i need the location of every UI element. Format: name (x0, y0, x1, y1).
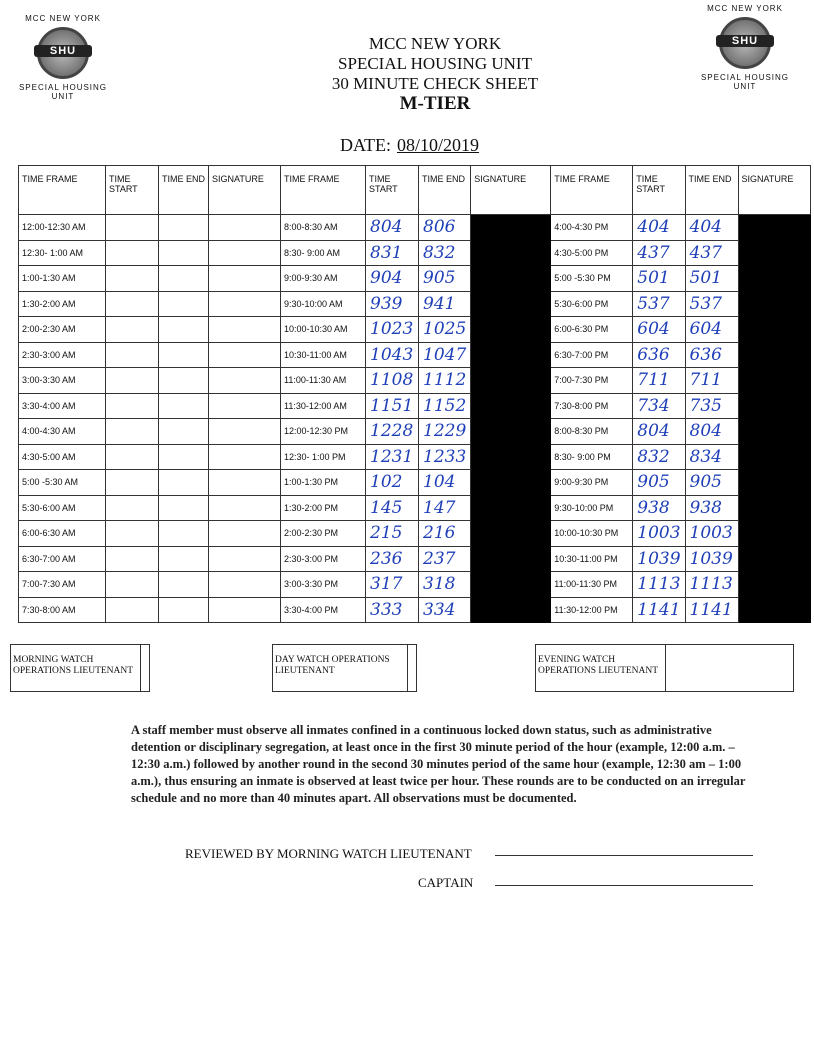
evening-time-frame: 4:30-5:00 PM (551, 240, 633, 266)
day-time-frame: 3:30-4:00 PM (281, 597, 366, 623)
evening-time-frame: 8:00-8:30 PM (551, 419, 633, 445)
evening-time-frame: 5:30-6:00 PM (551, 291, 633, 317)
morning-time-frame: 6:30-7:00 AM (19, 546, 106, 572)
evening-signature[interactable] (738, 368, 810, 394)
table-header-row (19, 166, 811, 215)
morning-time-end[interactable] (159, 521, 209, 547)
day-time-frame: 12:30- 1:00 PM (281, 444, 366, 470)
day-time-end[interactable]: 1233 (419, 444, 471, 470)
morning-time-frame: 6:00-6:30 AM (19, 521, 106, 547)
evening-time-frame: 7:30-8:00 PM (551, 393, 633, 419)
evening-time-frame: 10:00-10:30 PM (551, 521, 633, 547)
reviewed-signature-line[interactable] (495, 855, 753, 856)
evening-time-frame: 11:00-11:30 PM (551, 572, 633, 598)
evening-signature[interactable] (738, 572, 810, 598)
morning-signature[interactable] (209, 572, 281, 598)
evening-time-start[interactable]: 1003 (633, 521, 685, 547)
table-row (19, 444, 811, 470)
evening-time-end[interactable]: 711 (685, 368, 738, 394)
day-time-frame: 11:30-12:00 AM (281, 393, 366, 419)
day-time-start[interactable]: 1023 (366, 317, 419, 343)
evening-time-end[interactable]: 437 (685, 240, 738, 266)
captain-label: CAPTAIN (418, 875, 474, 890)
shu-logo-left (8, 14, 118, 101)
evening-time-start[interactable]: 1113 (633, 572, 685, 598)
tier-label: M-TIER (399, 93, 471, 114)
morning-time-start[interactable] (106, 521, 159, 547)
day-signature[interactable] (471, 317, 551, 343)
evening-time-start[interactable]: 711 (633, 368, 685, 394)
morning-time-end[interactable] (159, 291, 209, 317)
evening-signature[interactable] (738, 342, 810, 368)
title-line: MCC NEW YORK (368, 34, 502, 53)
evening-time-start[interactable]: 604 (633, 317, 685, 343)
day-signature[interactable] (471, 521, 551, 547)
morning-time-frame: 4:00-4:30 AM (19, 419, 106, 445)
evening-time-frame: 8:30- 9:00 PM (551, 444, 633, 470)
time-frame-header: TIME FRAME (19, 166, 106, 215)
day-time-end[interactable]: 1112 (419, 368, 471, 394)
day-time-frame: 9:30-10:00 AM (281, 291, 366, 317)
shu-logo-right (690, 4, 800, 91)
day-time-end[interactable]: 832 (419, 240, 471, 266)
morning-signature[interactable] (209, 342, 281, 368)
day-time-end[interactable]: 1152 (419, 393, 471, 419)
evening-time-frame: 5:00 -5:30 PM (551, 266, 633, 292)
signature-box[interactable] (407, 644, 417, 692)
morning-time-start[interactable] (106, 419, 159, 445)
morning-time-start[interactable] (106, 215, 159, 241)
table-row (19, 291, 811, 317)
time-start-header: TIME START (106, 166, 159, 215)
morning-time-frame: 3:00-3:30 AM (19, 368, 106, 394)
check-table (18, 165, 811, 623)
time-start-header: TIME START (366, 166, 419, 215)
day-signature[interactable] (471, 240, 551, 266)
evening-time-end[interactable]: 1039 (685, 546, 738, 572)
day-time-frame: 10:00-10:30 AM (281, 317, 366, 343)
morning-time-frame: 7:30-8:00 AM (19, 597, 106, 623)
seal-icon (37, 27, 89, 79)
evening-time-frame: 6:30-7:00 PM (551, 342, 633, 368)
evening-signature[interactable] (738, 419, 810, 445)
day-time-frame: 1:30-2:00 PM (281, 495, 366, 521)
morning-time-start[interactable] (106, 393, 159, 419)
day-time-end[interactable]: 1025 (419, 317, 471, 343)
time-end-header: TIME END (419, 166, 471, 215)
time-end-header: TIME END (685, 166, 738, 215)
day-time-end[interactable]: 318 (419, 572, 471, 598)
morning-time-end[interactable] (159, 393, 209, 419)
logo-badge: SHU (34, 45, 92, 57)
day-signature[interactable] (471, 266, 551, 292)
table-row (19, 368, 811, 394)
morning-signature[interactable] (209, 521, 281, 547)
morning-time-frame: 4:30-5:00 AM (19, 444, 106, 470)
day-time-start[interactable]: 317 (366, 572, 419, 598)
day-time-frame: 11:00-11:30 AM (281, 368, 366, 394)
day-time-end[interactable]: 104 (419, 470, 471, 496)
morning-time-frame: 12:00-12:30 AM (19, 215, 106, 241)
evening-time-frame: 4:00-4:30 PM (551, 215, 633, 241)
day-time-frame: 12:00-12:30 PM (281, 419, 366, 445)
day-lieutenant-label: DAY WATCH OPERATIONS LIEUTENANT (272, 644, 407, 692)
evening-signature[interactable] (738, 240, 810, 266)
morning-signature[interactable] (209, 368, 281, 394)
evening-signature[interactable] (738, 317, 810, 343)
day-time-frame: 8:30- 9:00 AM (281, 240, 366, 266)
signature-header: SIGNATURE (209, 166, 281, 215)
morning-time-start[interactable] (106, 546, 159, 572)
evening-time-start[interactable]: 537 (633, 291, 685, 317)
evening-signature[interactable] (738, 521, 810, 547)
day-time-start[interactable]: 1043 (366, 342, 419, 368)
day-time-frame: 8:00-8:30 AM (281, 215, 366, 241)
evening-signature[interactable] (738, 291, 810, 317)
evening-time-frame: 9:00-9:30 PM (551, 470, 633, 496)
day-signature[interactable] (471, 470, 551, 496)
date-value: 08/10/2019 (397, 135, 480, 155)
evening-time-frame: 7:00-7:30 PM (551, 368, 633, 394)
table-row (19, 240, 811, 266)
evening-time-end[interactable]: 501 (685, 266, 738, 292)
day-time-start[interactable]: 1228 (366, 419, 419, 445)
time-end-header: TIME END (159, 166, 209, 215)
morning-time-end[interactable] (159, 495, 209, 521)
morning-signature[interactable] (209, 215, 281, 241)
morning-signature[interactable] (209, 470, 281, 496)
morning-time-start[interactable] (106, 240, 159, 266)
day-signature[interactable] (471, 291, 551, 317)
logo-bottom-text: SPECIAL HOUSING UNIT (700, 73, 790, 91)
day-time-start[interactable]: 904 (366, 266, 419, 292)
evening-time-end[interactable]: 1141 (685, 597, 738, 623)
morning-time-start[interactable] (106, 597, 159, 623)
evening-time-start[interactable]: 404 (633, 215, 685, 241)
morning-time-start[interactable] (106, 470, 159, 496)
evening-time-end[interactable]: 804 (685, 419, 738, 445)
day-time-end[interactable]: 334 (419, 597, 471, 623)
morning-signature[interactable] (209, 597, 281, 623)
morning-time-end[interactable] (159, 240, 209, 266)
document-title (300, 34, 570, 114)
table-row (19, 393, 811, 419)
evening-time-start[interactable]: 636 (633, 342, 685, 368)
logo-top-text: MCC NEW YORK (707, 4, 783, 13)
date-line (340, 135, 479, 156)
evening-time-end[interactable]: 537 (685, 291, 738, 317)
evening-time-start[interactable]: 1039 (633, 546, 685, 572)
evening-time-frame: 6:00-6:30 PM (551, 317, 633, 343)
morning-time-end[interactable] (159, 317, 209, 343)
day-signature[interactable] (471, 597, 551, 623)
day-time-start[interactable]: 1108 (366, 368, 419, 394)
day-time-start[interactable]: 804 (366, 215, 419, 241)
morning-time-start[interactable] (106, 291, 159, 317)
evening-time-frame: 10:30-11:00 PM (551, 546, 633, 572)
day-time-start[interactable]: 1151 (366, 393, 419, 419)
day-time-frame: 2:00-2:30 PM (281, 521, 366, 547)
day-signature[interactable] (471, 546, 551, 572)
evening-signature[interactable] (738, 215, 810, 241)
day-time-start[interactable]: 145 (366, 495, 419, 521)
morning-time-end[interactable] (159, 368, 209, 394)
day-signature[interactable] (471, 419, 551, 445)
day-time-frame: 1:00-1:30 PM (281, 470, 366, 496)
morning-time-frame: 7:00-7:30 AM (19, 572, 106, 598)
reviewed-by-label: REVIEWED BY MORNING WATCH LIEUTENANT (185, 846, 472, 861)
evening-signature[interactable] (738, 393, 810, 419)
table-row (19, 419, 811, 445)
morning-signature[interactable] (209, 266, 281, 292)
time-frame-header: TIME FRAME (281, 166, 366, 215)
title-line: SPECIAL HOUSING UNIT (338, 54, 532, 73)
evening-time-start[interactable]: 734 (633, 393, 685, 419)
evening-signature[interactable] (738, 470, 810, 496)
day-time-start[interactable]: 831 (366, 240, 419, 266)
evening-signature[interactable] (738, 546, 810, 572)
evening-signature[interactable] (738, 495, 810, 521)
table-row (19, 546, 811, 572)
day-time-frame: 2:30-3:00 PM (281, 546, 366, 572)
evening-signature[interactable] (738, 266, 810, 292)
lieutenant-signature-row (10, 644, 794, 692)
table-row (19, 572, 811, 598)
evening-time-start[interactable]: 938 (633, 495, 685, 521)
evening-time-end[interactable]: 636 (685, 342, 738, 368)
morning-time-frame: 5:30-6:00 AM (19, 495, 106, 521)
morning-signature[interactable] (209, 495, 281, 521)
morning-signature[interactable] (209, 444, 281, 470)
evening-time-end[interactable]: 1113 (685, 572, 738, 598)
day-time-start[interactable]: 236 (366, 546, 419, 572)
morning-time-frame: 5:00 -5:30 AM (19, 470, 106, 496)
morning-signature[interactable] (209, 317, 281, 343)
day-time-end[interactable]: 216 (419, 521, 471, 547)
morning-signature[interactable] (209, 240, 281, 266)
day-time-start[interactable]: 939 (366, 291, 419, 317)
evening-lieutenant-label: EVENING WATCH OPERATIONS LIEUTENANT (535, 644, 665, 692)
table-row (19, 266, 811, 292)
morning-signature[interactable] (209, 291, 281, 317)
captain-signature-line[interactable] (495, 885, 753, 886)
table-row (19, 597, 811, 623)
signature-box[interactable] (140, 644, 150, 692)
morning-time-start[interactable] (106, 572, 159, 598)
evening-time-frame: 9:30-10:00 PM (551, 495, 633, 521)
day-signature[interactable] (471, 495, 551, 521)
date-label: DATE: (340, 135, 391, 155)
evening-time-end[interactable]: 604 (685, 317, 738, 343)
morning-time-end[interactable] (159, 419, 209, 445)
day-time-start[interactable]: 215 (366, 521, 419, 547)
day-time-end[interactable]: 237 (419, 546, 471, 572)
morning-time-frame: 2:00-2:30 AM (19, 317, 106, 343)
day-time-end[interactable]: 1047 (419, 342, 471, 368)
day-time-frame: 10:30-11:00 AM (281, 342, 366, 368)
day-time-start[interactable]: 1231 (366, 444, 419, 470)
evening-time-end[interactable]: 834 (685, 444, 738, 470)
evening-signature[interactable] (738, 597, 810, 623)
policy-note: A staff member must observe all inmates confined in a continuous locked down status, such as administrative detention or disciplinary segregation, at least once in the first 30 minute period of the hour (example, 12:00 a.m. – 12:30 a.m.) followed by another round in the second 30 minutes period of the same hour (example, 12:30 am – 1:00 a.m.), thus ensuring an inmate is observed at least twice per hour. These rounds are to be conducted on an irregular schedule and no more than 40 minutes apart. All observations must be documented. (131, 723, 746, 805)
evening-time-end[interactable]: 905 (685, 470, 738, 496)
morning-time-start[interactable] (106, 368, 159, 394)
table-row (19, 215, 811, 241)
signature-header: SIGNATURE (471, 166, 551, 215)
day-signature[interactable] (471, 444, 551, 470)
day-time-end[interactable]: 806 (419, 215, 471, 241)
title-line: 30 MINUTE CHECK SHEET (331, 74, 539, 93)
time-frame-header: TIME FRAME (551, 166, 633, 215)
evening-time-end[interactable]: 1003 (685, 521, 738, 547)
morning-time-start[interactable] (106, 266, 159, 292)
logo-bottom-text: SPECIAL HOUSING UNIT (18, 83, 108, 101)
seal-icon (719, 17, 771, 69)
day-time-end[interactable]: 1229 (419, 419, 471, 445)
table-row (19, 317, 811, 343)
day-time-end[interactable]: 905 (419, 266, 471, 292)
morning-time-end[interactable] (159, 597, 209, 623)
evening-signature[interactable] (738, 444, 810, 470)
signature-header: SIGNATURE (738, 166, 810, 215)
day-time-start[interactable]: 333 (366, 597, 419, 623)
morning-time-frame: 2:30-3:00 AM (19, 342, 106, 368)
day-signature[interactable] (471, 572, 551, 598)
evening-time-frame: 11:30-12:00 PM (551, 597, 633, 623)
morning-time-end[interactable] (159, 444, 209, 470)
day-time-end[interactable]: 147 (419, 495, 471, 521)
logo-badge: SHU (716, 35, 774, 47)
day-signature[interactable] (471, 215, 551, 241)
morning-signature[interactable] (209, 393, 281, 419)
table-row (19, 470, 811, 496)
morning-time-end[interactable] (159, 215, 209, 241)
morning-lieutenant-label: MORNING WATCH OPERATIONS LIEUTENANT (10, 644, 140, 692)
evening-time-start[interactable]: 501 (633, 266, 685, 292)
morning-time-frame: 3:30-4:00 AM (19, 393, 106, 419)
morning-time-frame: 1:30-2:00 AM (19, 291, 106, 317)
table-row (19, 495, 811, 521)
morning-time-end[interactable] (159, 342, 209, 368)
morning-time-frame: 12:30- 1:00 AM (19, 240, 106, 266)
evening-time-start[interactable]: 804 (633, 419, 685, 445)
evening-time-end[interactable]: 735 (685, 393, 738, 419)
signature-box[interactable] (665, 644, 794, 692)
evening-time-end[interactable]: 938 (685, 495, 738, 521)
evening-time-start[interactable]: 832 (633, 444, 685, 470)
morning-time-frame: 1:00-1:30 AM (19, 266, 106, 292)
morning-signature[interactable] (209, 419, 281, 445)
morning-time-end[interactable] (159, 470, 209, 496)
day-signature[interactable] (471, 342, 551, 368)
day-signature[interactable] (471, 393, 551, 419)
morning-time-start[interactable] (106, 317, 159, 343)
evening-time-end[interactable]: 404 (685, 215, 738, 241)
day-time-end[interactable]: 941 (419, 291, 471, 317)
morning-signature[interactable] (209, 546, 281, 572)
table-row (19, 342, 811, 368)
logo-top-text: MCC NEW YORK (25, 14, 101, 23)
day-time-frame: 3:00-3:30 PM (281, 572, 366, 598)
evening-time-start[interactable]: 1141 (633, 597, 685, 623)
table-row (19, 521, 811, 547)
evening-time-start[interactable]: 437 (633, 240, 685, 266)
morning-time-end[interactable] (159, 572, 209, 598)
morning-time-end[interactable] (159, 546, 209, 572)
morning-time-end[interactable] (159, 266, 209, 292)
day-time-frame: 9:00-9:30 AM (281, 266, 366, 292)
evening-time-start[interactable]: 905 (633, 470, 685, 496)
day-signature[interactable] (471, 368, 551, 394)
day-time-start[interactable]: 102 (366, 470, 419, 496)
morning-time-start[interactable] (106, 342, 159, 368)
time-start-header: TIME START (633, 166, 685, 215)
morning-time-start[interactable] (106, 495, 159, 521)
morning-time-start[interactable] (106, 444, 159, 470)
